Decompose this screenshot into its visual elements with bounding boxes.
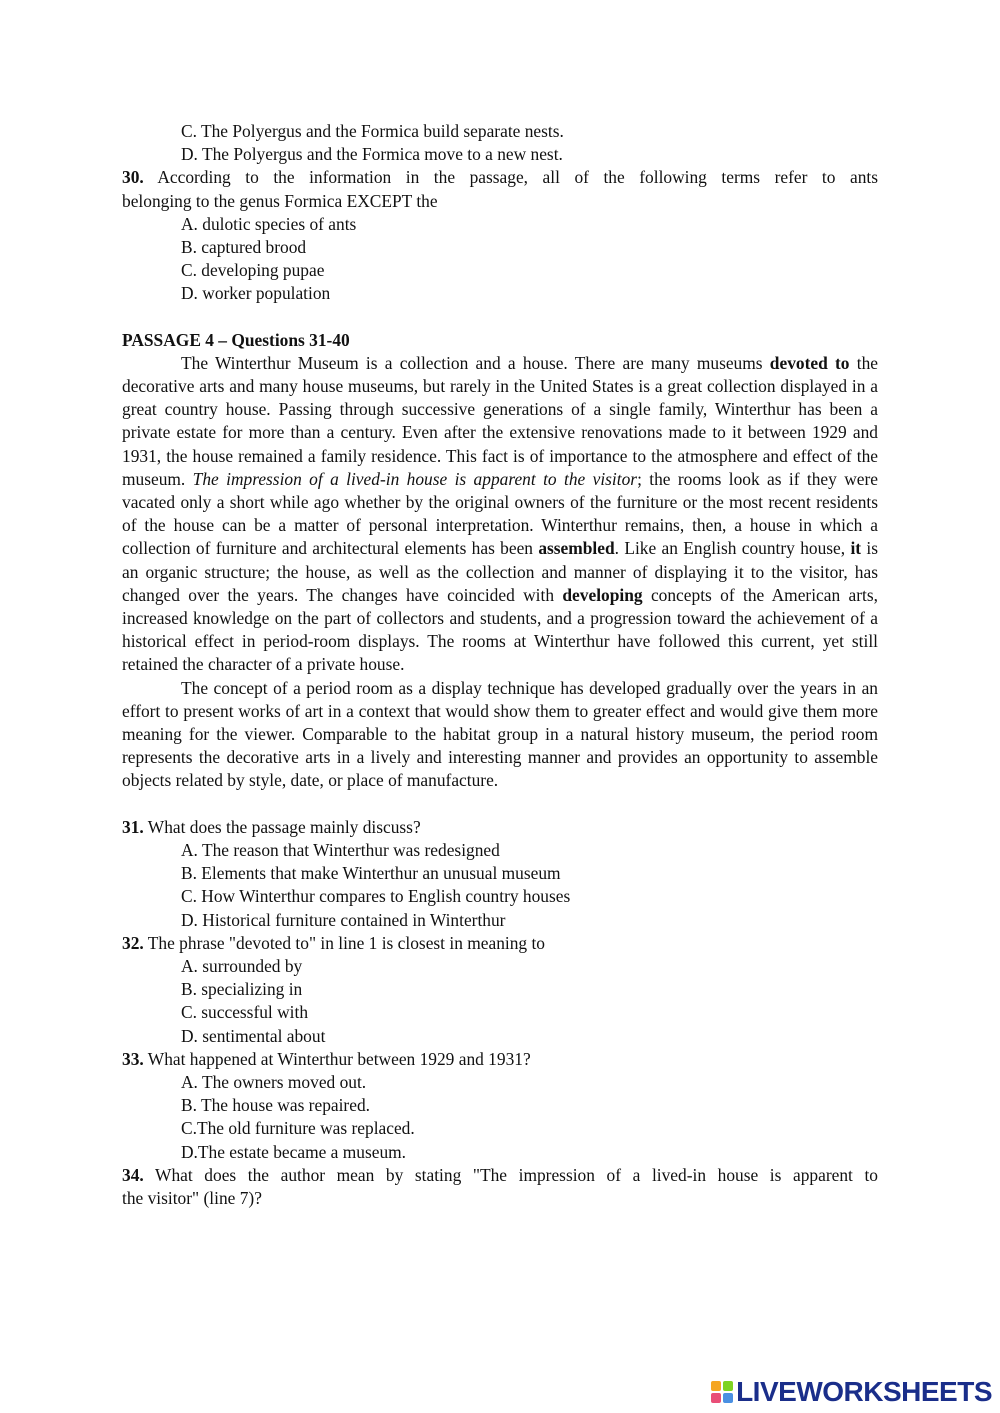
q30-option-d: D. worker population xyxy=(181,283,331,304)
q32-number: 32. xyxy=(122,932,144,953)
q30-option-a: A. dulotic species of ants xyxy=(181,213,357,234)
liveworksheets-grid-icon xyxy=(711,1381,733,1403)
q29-option-d: D. The Polyergus and the Formica move to a new nest. xyxy=(181,144,563,165)
q30-option-c: C. developing pupae xyxy=(181,260,325,281)
q33-option-c: C.The old furniture was replaced. xyxy=(181,1118,415,1139)
passage-paragraph-1: The Winterthur Museum is a collection and a house. There are many museums devoted to the decorative arts and many house museums, but rarely in the United States is a great collection displayed in a great country house. Passing through successive generations of a single family, Winterthur has been a private estate for more than a century. Even after the extensive renovations made to it between 1929 and 1931, the house remained a family residence. This fact is of importance to the atmosphere and effect of the museum. The impression of a lived-in house is apparent to the visitor; the rooms look as if they were vacated only a short while ago whether by the original owners of the furniture or the most recent residents of the house can be a matter of personal interpretation. Winterthur remains, then, a house in which a collection of furniture and architectural elements has been assembled. Like an English country house, it is an organic structure; the house, as well as the collection and manner of displaying it to the visitor, has changed over the years. The changes have coincided with developing concepts of the American arts, increased knowledge on the part of collectors and students, and a progression toward the achievement of a historical effect in period-room displays. The rooms at Winterthur have followed this current, yet still retained the character of a private house. xyxy=(122,352,878,675)
q31-number: 31. xyxy=(122,816,144,837)
q34-text-line2: the visitor" (line 7)? xyxy=(122,1187,262,1208)
q33-number: 33. xyxy=(122,1048,144,1069)
keyword-assembled: assembled xyxy=(538,538,615,559)
keyword-devoted-to: devoted to xyxy=(769,352,850,373)
q30-number: 30. xyxy=(122,167,144,188)
q31-stem: 31. What does the passage mainly discuss? xyxy=(122,816,421,837)
q29-option-c: C. The Polyergus and the Formica build separate nests. xyxy=(181,121,564,141)
q32-option-a: A. surrounded by xyxy=(181,955,303,976)
passage-paragraph-2: The concept of a period room as a display technique has developed gradually over the years in an effort to present works of art in a context that would show them to greater effect and would give them more meaning for the viewer. Comparable to the habitat group in a natural history museum, the period room represents the decorative arts in a lively and interesting manner and provides an opportunity to assemble objects related by style, date, or place of manufacture. xyxy=(122,677,878,791)
q31-option-b: B. Elements that make Winterthur an unusual museum xyxy=(181,863,561,884)
liveworksheets-logo[interactable] xyxy=(711,1377,992,1407)
q30-stem-line1 xyxy=(122,166,878,189)
q31-option-a: A. The reason that Winterthur was redesigned xyxy=(181,839,500,860)
q30-text-line2: belonging to the genus Formica EXCEPT the xyxy=(122,190,438,211)
passage-heading: PASSAGE 4 – Questions 31-40 xyxy=(122,329,350,350)
q31-option-c: C. How Winterthur compares to English country houses xyxy=(181,886,571,907)
worksheet-page xyxy=(122,120,878,1210)
q32-option-d: D. sentimental about xyxy=(181,1025,326,1046)
keyword-developing: developing xyxy=(562,584,643,605)
q33-option-a: A. The owners moved out. xyxy=(181,1071,367,1092)
q33-option-b: B. The house was repaired. xyxy=(181,1095,370,1116)
q31-option-d: D. Historical furniture contained in Winterthur xyxy=(181,909,506,930)
q30-option-b: B. captured brood xyxy=(181,237,307,258)
q32-option-b: B. specializing in xyxy=(181,979,303,1000)
q33-stem: 33. What happened at Winterthur between 1929 and 1931? xyxy=(122,1048,531,1069)
q34-number: 34. xyxy=(122,1164,144,1185)
q34-stem-line1: 34. What does the author mean by stating "The impression of a lived-in house is apparent to xyxy=(122,1164,878,1185)
q30-text-line1: According to the information in the passage, all of the following terms refer to ants xyxy=(157,167,879,188)
q32-option-c: C. successful with xyxy=(181,1002,309,1023)
q33-option-d: D.The estate became a museum. xyxy=(181,1141,407,1162)
quoted-impression-sentence: The impression of a lived-in house is apparent to the visitor xyxy=(192,468,638,489)
liveworksheets-logo-text: LIVEWORKSHEETS xyxy=(736,1376,992,1407)
q32-stem: 32. The phrase "devoted to" in line 1 is closest in meaning to xyxy=(122,932,545,953)
keyword-it: it xyxy=(850,538,862,559)
